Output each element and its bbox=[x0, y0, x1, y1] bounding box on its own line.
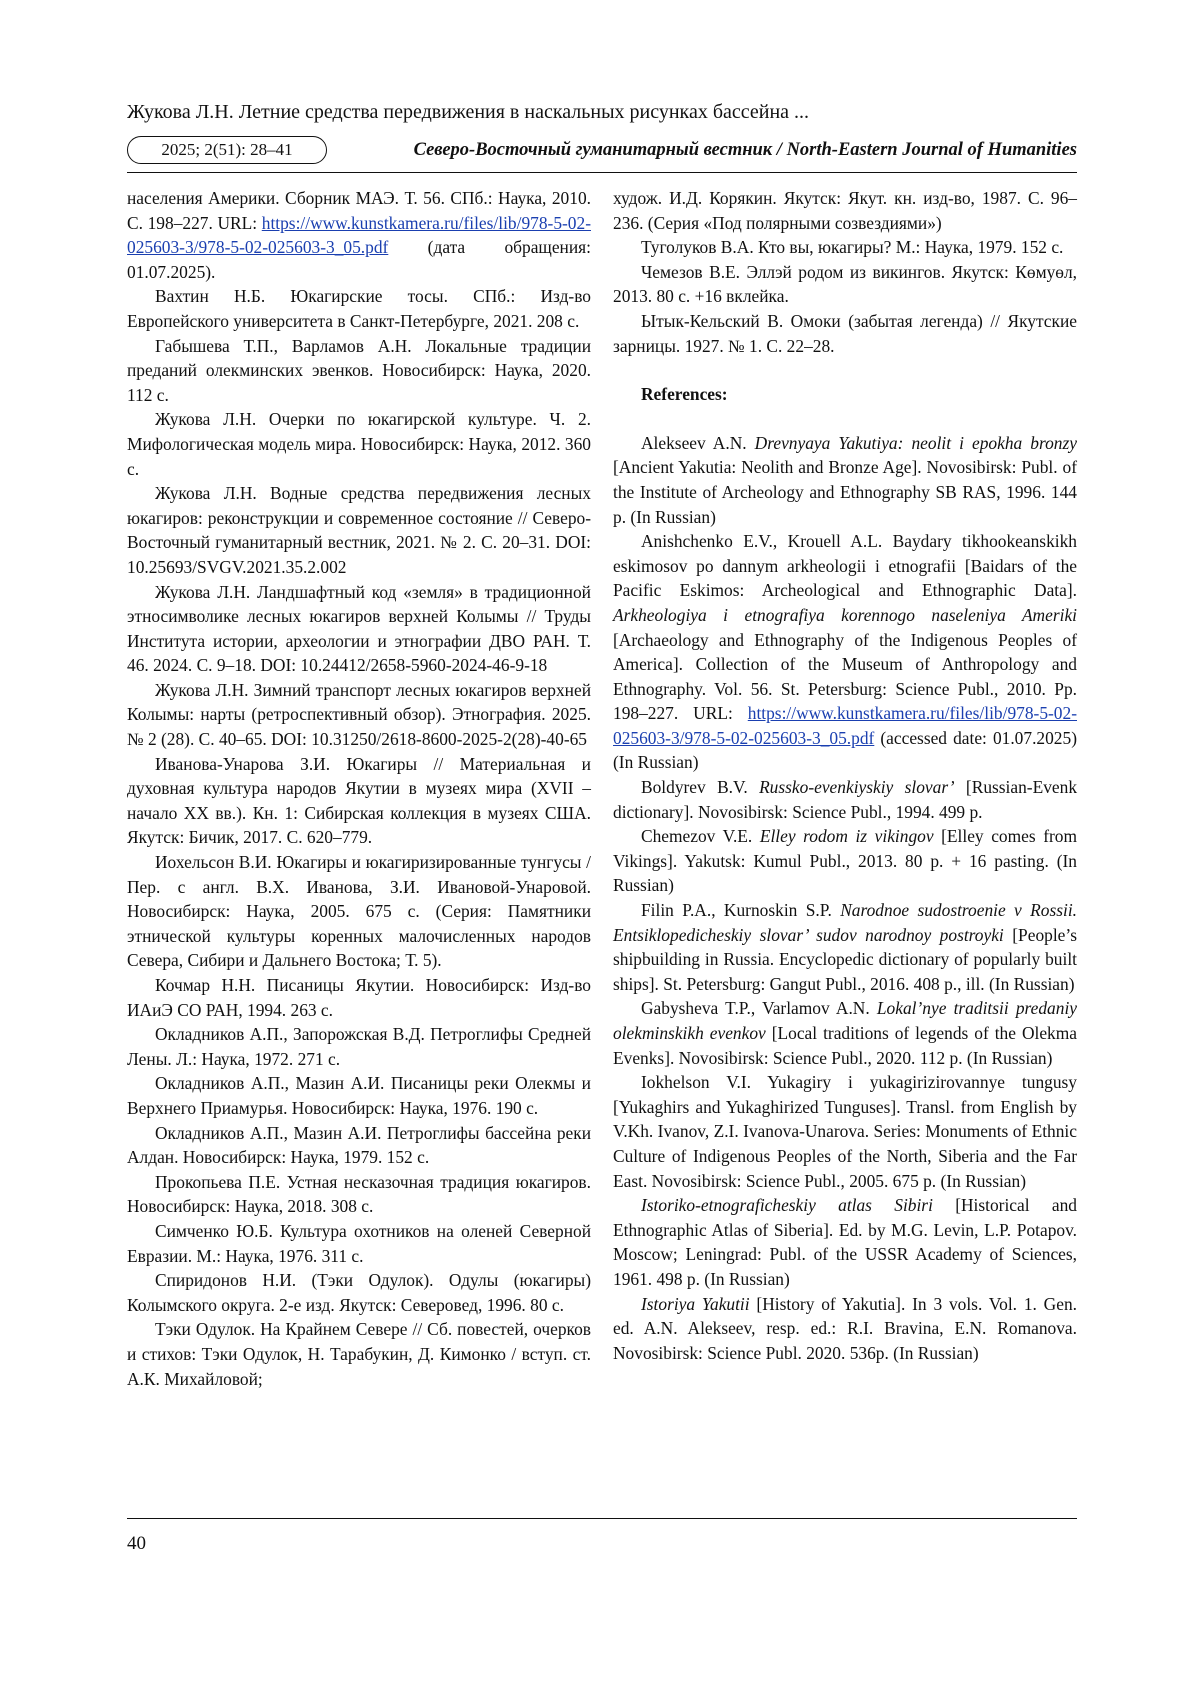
reference-item: Жукова Л.Н. Ландшафтный код «земля» в традиционной этносимволике лесных юкагиров верхней Колымы // Труды Института истории, археологии и этнографии ДВО РАН. Т. 46. 2024. С. 9–18. DOI: 10.24412/2658-5960-2024-46-9-18 bbox=[127, 581, 591, 676]
reference-item: Iokhelson V.I. Yukagiry i yukagirizirovannye tungusy [Yukaghirs and Yukaghirized Tunguses]. Transl. from English by V.Kh. Ivanov, Z.I. Ivanova-Unarova. Series: Monuments of Ethnic Culture of Indigenous Peoples of the North, Siberia and the Far East. Novosibirsk: Science Publ., 2005. 675 p. (In Russian) bbox=[613, 1072, 1077, 1191]
journal-title: Северо-Восточный гуманитарный вестник / North-Eastern Journal of Humanities bbox=[413, 140, 1077, 160]
reference-item: Окладников А.П., Мазин А.И. Петроглифы бассейна реки Алдан. Новосибирск: Наука, 1979. 152 с. bbox=[127, 1122, 591, 1168]
reference-item: Жукова Л.Н. Водные средства передвижения лесных юкагиров: реконструкции и современное состояние // Северо-Восточный гуманитарный вестник, 2021. № 2. С. 20–31. DOI: 10.25693/SVGV.2021.35.2.002 bbox=[127, 483, 591, 577]
header-divider bbox=[127, 172, 1077, 173]
reference-item: Chemezov V.E. Elley rodom iz vikingov [Elley comes from Vikings]. Yakutsk: Kumul Publ., 2013. 80 p. + 16 pasting. (In Russian) bbox=[613, 826, 1077, 896]
reference-item: Туголуков В.А. Кто вы, юкагиры? М.: Наука, 1979. 152 с. bbox=[641, 237, 1064, 258]
reference-item: худож. И.Д. Корякин. Якутск: Якут. кн. изд-во, 1987. С. 96–236. (Серия «Под полярными созвездиями») bbox=[613, 188, 1077, 233]
reference-link[interactable]: https://www.kunstkamera.ru/files/lib/978-5-02-025603-3/978-5-02-025603-3_05.pdf bbox=[127, 212, 591, 258]
references-heading: References: bbox=[641, 384, 728, 405]
page-number: 40 bbox=[127, 1533, 146, 1554]
reference-link[interactable]: https://www.kunstkamera.ru/files/lib/978-5-02-025603-3/978-5-02-025603-3_05.pdf bbox=[613, 703, 1077, 748]
reference-item: Кочмар Н.Н. Писаницы Якутии. Новосибирск: Изд-во ИАиЭ СО РАН, 1994. 263 с. bbox=[127, 975, 591, 1020]
reference-item: населения Америки. Сборник МАЭ. Т. 56. СПб.: Наука, 2010. С. 198–227. URL: https://www.kunstkamera.ru/files/lib/978-5-02-025603-3/978-5-02-025603-3_05.pdf (дата обращения: 01.07.2025). bbox=[127, 188, 591, 282]
reference-item: Жукова Л.Н. Зимний транспорт лесных юкагиров верхней Колымы: нарты (ретроспективный обзор). Этнография. 2025. № 2 (28). С. 40–65. DOI: 10.31250/2618-8600-2025-2(28)-40-65 bbox=[127, 679, 591, 750]
reference-item: Окладников А.П., Запорожская В.Д. Петроглифы Средней Лены. Л.: Наука, 1972. 271 с. bbox=[127, 1024, 591, 1069]
reference-item: Anishchenko E.V., Krouell A.L. Baydary tikhookeanskikh eskimosov po dannym arkheologii i etnografii [Baidars of the Pacific Eskimos: Archeological and Ethnographic Data]. Arkheologiya i etnografiya korennogo naseleniya Ameriki [Archaeology and Ethnography of the Indigenous Peoples of America]. Collection of the Museum of Anthropology and Ethnography. Vol. 56. St. Petersburg: Science Publ., 2010. Pp. 198–227. URL: https://www.kunstkamera.ru/files/lib/978-5-02-025603-3/978-5-02-025603-3_05.pdf (accessed date: 01.07.2025) (In Russian) bbox=[613, 531, 1077, 773]
reference-item: Istoriko-etnograficheskiy atlas Sibiri [Historical and Ethnographic Atlas of Siberia]. Ed. by M.G. Levin, L.P. Potapov. Moscow; Leningrad: Publ. of the USSR Academy of Sciences, 1961. 498 p. (In Russian) bbox=[613, 1195, 1077, 1289]
reference-item: Вахтин Н.Б. Юкагирские тосы. СПб.: Изд-во Европейского университета в Санкт-Петербурге, 2021. 208 с. bbox=[127, 286, 591, 331]
issue-row bbox=[127, 136, 1077, 168]
reference-item: Прокопьева П.Е. Устная несказочная традиция юкагиров. Новосибирск: Наука, 2018. 308 с. bbox=[127, 1171, 591, 1217]
running-head: Жукова Л.Н. Летние средства передвижения в наскальных рисунках бассейна ... bbox=[127, 101, 810, 123]
issue-badge: 2025; 2(51): 28–41 bbox=[127, 136, 327, 164]
reference-item: Симченко Ю.Б. Культура охотников на оленей Северной Евразии. М.: Наука, 1976. 311 с. bbox=[127, 1220, 591, 1266]
reference-item: Чемезов В.Е. Эллэй родом из викингов. Якутск: Көмуөл, 2013. 80 с. +16 вклейка. bbox=[613, 261, 1077, 307]
reference-item: Иохельсон В.И. Юкагиры и юкагиризированные тунгусы / Пер. с англ. В.Х. Иванова, З.И. Ивановой-Унаровой. Новосибирск: Наука, 2005. 675 с. (Серия: Памятники этнической культуры коренных малочисленных народов Севера, Сибири и Дальнего Востока; Т. 5). bbox=[127, 852, 591, 971]
reference-item: Окладников А.П., Мазин А.И. Писаницы реки Олекмы и Верхнего Приамурья. Новосибирск: Наука, 1976. 190 с. bbox=[127, 1073, 591, 1118]
reference-item: Alekseev A.N. Drevnyaya Yakutiya: neolit i epokha bronzy [Ancient Yakutia: Neolith and Bronze Age]. Novosibirsk: Publ. of the Institute of Archeology and Ethnography SB RAS, 1996. 144 p. (In Russian) bbox=[613, 432, 1077, 527]
reference-item: Габышева Т.П., Варламов А.Н. Локальные традиции преданий олекминских эвенков. Новосибирск: Наука, 2020. 112 с. bbox=[127, 335, 591, 405]
reference-item: Gabysheva T.P., Varlamov A.N. Lokal’nye traditsii predaniy olekminskikh evenkov [Local traditions of legends of the Olekma Evenks]. Novosibirsk: Science Publ., 2020. 112 p. (In Russian) bbox=[613, 998, 1077, 1068]
reference-item: Boldyrev B.V. Russko-evenkiyskiy slovar’ [Russian-Evenk dictionary]. Novosibirsk: Science Publ., 1994. 499 p. bbox=[613, 777, 1078, 822]
right-column bbox=[613, 186, 1077, 1365]
left-column bbox=[127, 186, 591, 1391]
footer-divider bbox=[127, 1518, 1077, 1519]
reference-item: Тэки Одулок. На Крайнем Севере // Сб. повестей, очерков и стихов: Тэки Одулок, Н. Тарабукин, Д. Кимонко / вступ. ст. А.К. Михайловой; bbox=[127, 1319, 591, 1389]
reference-item: Filin P.A., Kurnoskin S.P. Narodnoe sudostroenie v Rossii. Entsiklopedicheskiy slovar’ sudov narodnoy postroyki [People’s shipbuilding in Russia. Encyclopedic dictionary of popularly built ships]. St. Petersburg: Gangut Publ., 2016. 408 p., ill. (In Russian) bbox=[613, 900, 1077, 994]
reference-item: Istoriya Yakutii [History of Yakutia]. In 3 vols. Vol. 1. Gen. ed. A.N. Alekseev, resp. ed.: R.I. Bravina, E.N. Romanova. Novosibirsk: Science Publ. 2020. 536p. (In Russian) bbox=[613, 1293, 1077, 1363]
reference-item: Жукова Л.Н. Очерки по юкагирской культуре. Ч. 2. Мифологическая модель мира. Новосибирск: Наука, 2012. 360 с. bbox=[127, 409, 591, 479]
reference-item: Ытык-Кельский В. Омоки (забытая легенда) // Якутские зарницы. 1927. № 1. С. 22–28. bbox=[613, 310, 1077, 356]
reference-item: Спиридонов Н.И. (Тэки Одулок). Одулы (юкагиры) Колымского округа. 2-е изд. Якутск: Северовед, 1996. 80 с. bbox=[127, 1270, 591, 1315]
reference-item: Иванова-Унарова З.И. Юкагиры // Материальная и духовная культура народов Якутии в музеях мира (XVII – начало XX вв.). Кн. 1: Сибирская коллекция в музеях США. Якутск: Бичик, 2017. С. 620–779. bbox=[127, 753, 591, 848]
